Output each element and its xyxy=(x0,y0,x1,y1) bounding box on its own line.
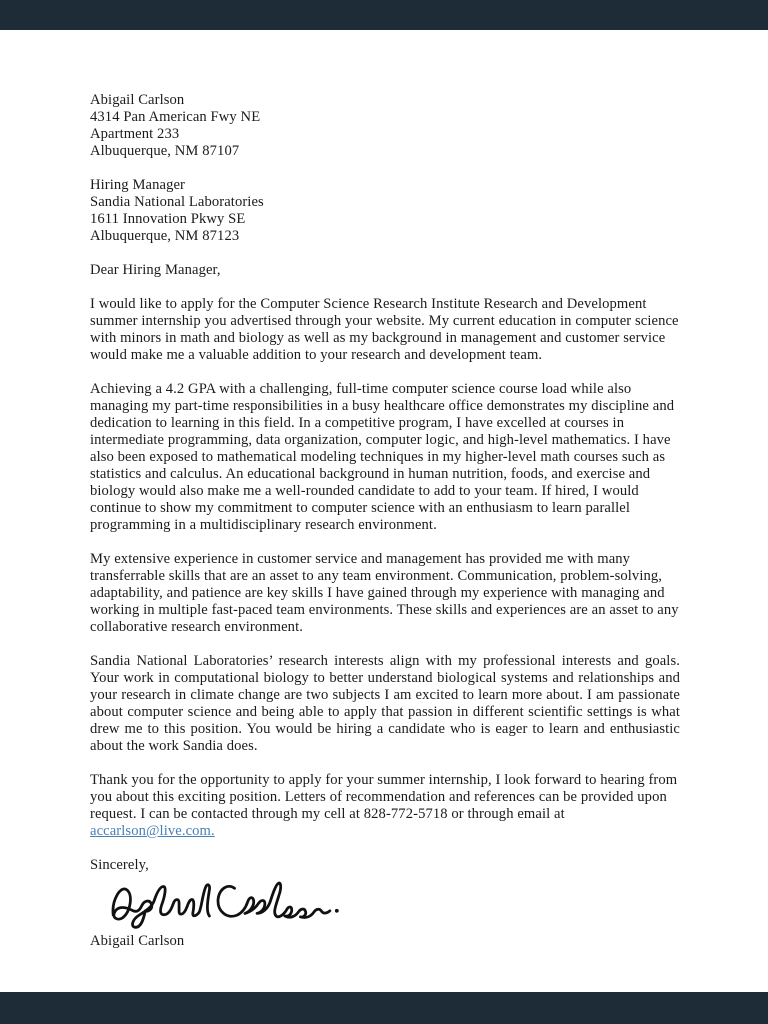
recipient-address xyxy=(90,177,680,245)
paragraph-company-interest: Sandia National Laboratories’ research interests align with my professional interests and goals. Your work in computational biology to better understand biological systems and relationships and your research in climate change are two subjects I am excited to learn more about. I am passionate about computer science and being able to apply that passion in different scientific settings is what drew me to this position. You would be hiring a candidate who is eager to learn and enthusiastic about the work Sandia does. xyxy=(90,653,680,754)
typed-signature-name: Abigail Carlson xyxy=(90,933,185,949)
sender-name: Abigail Carlson xyxy=(90,92,185,108)
viewer-bottom-bar xyxy=(0,992,768,1024)
paragraph-skills: My extensive experience in customer service and management has provided me with many transferrable skills that are an asset to any team environment. Communication, problem-solving, adaptability, and patience are key skills I have gained through my experience with managing and working in multiple fast-paced team environments. These skills and experiences are an asset to any collaborative research environment. xyxy=(90,551,679,635)
email-link[interactable]: accarlson@live.com xyxy=(90,823,211,839)
paragraph-intro: I would like to apply for the Computer Science Research Institute Research and Development summer internship you advertised through your website. My current education in computer science with minors in math and biology as well as my background in management and customer service would make me a valuable addition to your research and development team. xyxy=(90,296,679,363)
closing-paragraph-period: . xyxy=(211,823,215,839)
viewer-top-bar xyxy=(0,0,768,30)
recipient-street: 1611 Innovation Pkwy SE xyxy=(90,211,246,227)
recipient-city: Albuquerque, NM 87123 xyxy=(90,228,240,244)
sender-address xyxy=(90,92,680,160)
closing-sincerely: Sincerely, xyxy=(90,857,149,873)
signature-image xyxy=(90,877,360,929)
sender-city: Albuquerque, NM 87107 xyxy=(90,143,240,159)
paragraph-thankyou xyxy=(90,772,680,840)
salutation: Dear Hiring Manager, xyxy=(90,262,221,278)
paragraph-education: Achieving a 4.2 GPA with a challenging, full-time computer science course load while also managing my part-time responsibilities in a busy healthcare office demonstrates my discipline and dedication to learning in this field. In a competitive program, I have excelled at courses in intermediate programming, data organization, computer logic, and high-level mathematics. I have also been exposed to mathematical modeling techniques in my higher-level math courses such as statistics and calculus. An educational background in human nutrition, foods, and exercise and biology would also make me a well-rounded candidate to add to your team. If hired, I would continue to show my commitment to computer science with an enthusiasm to learn parallel programming in a multidisciplinary research environment. xyxy=(90,381,675,533)
signature-block xyxy=(90,877,680,929)
closing-paragraph-text: Thank you for the opportunity to apply for your summer internship, I look forward to hearing from you about this exciting position. Letters of recommendation and references can be provided upon request. I can be contacted through my cell at 828-772-5718 or through email at xyxy=(90,772,678,822)
recipient-title: Hiring Manager xyxy=(90,177,186,193)
sender-apartment: Apartment 233 xyxy=(90,126,180,142)
recipient-company: Sandia National Laboratories xyxy=(90,194,264,210)
sender-street: 4314 Pan American Fwy NE xyxy=(90,109,261,125)
